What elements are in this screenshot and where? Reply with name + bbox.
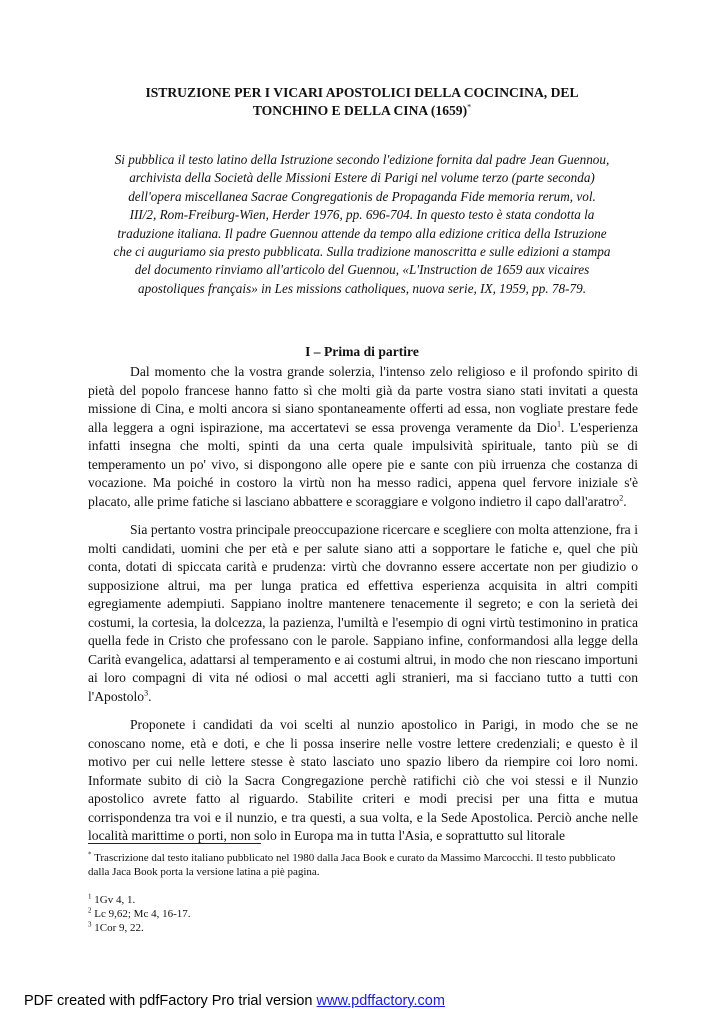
footnote-number: 1 xyxy=(88,892,92,901)
intro-line: apostoliques français» in Les missions catholiques, nuova serie, IX, 1959, pp. 78-79. xyxy=(138,280,586,296)
footnote-main xyxy=(88,851,638,879)
title-line-2: TONCHINO E DELLA CINA (1659) xyxy=(252,103,468,118)
footnote-ref: 3 xyxy=(144,687,149,697)
footnote-text: Lc 9,62; Mc 4, 16-17. xyxy=(94,908,191,920)
paragraph-text: Dal momento che la vostra grande solerzia, l'intenso zelo religioso e il profondo spirito di pietà del popolo francese hanno fatto sì che molti già da parte vostra siano stati invitati a questa missione di Cina, e molti ancora si siano spontaneamente offerti ad essa, non vogliate prestare fede alla leggera a ogni ispirazione, ma accertatevi se essa provenga veramente da Dio xyxy=(88,364,638,435)
pdffactory-link[interactable]: www.pdffactory.com xyxy=(316,993,445,1009)
intro-line: che ci auguriamo sia presto pubblicata. Sulla tradizione manoscritta e sulle edizioni a stampa xyxy=(113,244,611,260)
footnote-text: Trascrizione dal testo italiano pubblicato nel 1980 dalla Jaca Book e curato da Massimo Marcocchi. Il testo pubblicato dalla Jaca Book porta la versione latina a piè pagina. xyxy=(88,852,616,878)
paragraph-2 xyxy=(88,521,638,706)
footnote-ref: 1 xyxy=(556,418,561,428)
paragraph-text: Proponete i candidati da voi scelti al nunzio apostolico in Parigi, in modo che se ne conoscano nome, età e doti, e che li possa inserire nelle vostre lettere credenziali; e questo è il motivo per cui nelle lettere stesse è stato lasciato uno spazio libero da riempire coi loro nomi. Informate subito di ciò la Sacra Congregazione perchè ratifichi ciò che voi stessi e il Nunzio apostolico avrete fatto al riguardo. Stabilite criteri e modi precisi per una fitta e mutua corrispondenza tra voi e il nunzio, e tra questi, a sua volta, e la Sede Apostolica. Perciò anche nelle località marittime o porti, non solo in Europa ma in tutta l'Asia, e soprattutto sul litorale xyxy=(88,717,638,843)
banner-text: PDF created with pdfFactory Pro trial version xyxy=(24,993,317,1009)
paragraph-3 xyxy=(88,716,638,846)
intro-line: dell'opera miscellanea Sacrae Congregationis de Propaganda Fide memoria rerum, vol. xyxy=(128,188,596,204)
intro-line: III/2, Rom-Freiburg-Wien, Herder 1976, pp. 696-704. In questo testo è stata condotta la xyxy=(129,207,595,223)
intro-note xyxy=(80,151,644,298)
footnote-marker: * xyxy=(88,850,92,859)
footnote-ref: 2 xyxy=(619,492,624,502)
paragraph-text: . xyxy=(148,688,152,704)
intro-line: traduzione italiana. Il padre Guennou attende da tempo alla edizione critica della Istruzione xyxy=(117,225,607,241)
footnote-item xyxy=(88,921,638,935)
paragraph-text: . L'esperienza infatti insegna che molti, spinti da una certa quale impulsività spirituale, tanto più se di temperamento un po' vivo, si dispongono alle opere pie e sante con più irruenza che costanza di vocazione. Ma poiché in costoro la virtù non ha messo radici, appena quel fervore iniziale s'è placato, alle prime fatiche si lasciano abbattere e scoraggiare e volgono indietro il capo dall'aratro xyxy=(88,419,638,509)
document-title xyxy=(88,84,636,120)
intro-line: archivista della Società delle Missioni Estere di Parigi nel volume terzo (parte seconda) xyxy=(129,170,595,186)
footnote-item xyxy=(88,907,638,921)
footnote-text: 1Cor 9, 22. xyxy=(94,922,144,934)
title-line-1: ISTRUZIONE PER I VICARI APOSTOLICI DELLA COCINCINA, DEL xyxy=(145,85,579,100)
footnote-number: 3 xyxy=(88,920,92,929)
intro-line: Si pubblica il testo latino della Istruzione secondo l'edizione fornita dal padre Jean Guennou, xyxy=(114,152,610,167)
footnote-number: 2 xyxy=(88,906,92,915)
footnotes xyxy=(88,851,638,935)
footnote-item xyxy=(88,893,638,907)
paragraph-text: Sia pertanto vostra principale preoccupazione ricercare e scegliere con molta attenzione, fra i molti candidati, uomini che per età e per salute siano atti a sopportare le fatiche e, quel che più conta, dotati di spiccata carità e prudenza: virtù che dovranno essere accertate non per giudizio o supposizione altrui, ma per lunga pratica ed effettiva esperienza acquisita in altri compiti egregiamente adempiuti. Sappiano inoltre mantenere tenacemente il segreto; e con la serietà dei costumi, la cortesia, la dolcezza, la pazienza, l'umiltà e l'esempio di ogni virtù testimonino in pratica quella fede in Cristo che professano con le parole. Sappiano infine, conformandosi alla legge della Carità evangelica, adattarsi al temperamento e ai costumi altrui, in modo che non riescano importuni ai loro compagni di vita né odiosi o mal accetti agli stranieri, ma si facciano tutto a tutti con l'Apostolo xyxy=(88,522,638,704)
pdf-creator-banner xyxy=(24,993,445,1009)
section-heading: I – Prima di partire xyxy=(305,344,419,359)
footnote-text: 1Gv 4, 1. xyxy=(94,894,136,906)
footnote-divider xyxy=(88,843,261,844)
paragraph-1 xyxy=(88,363,638,511)
title-footnote-marker: * xyxy=(467,102,472,112)
body-text xyxy=(88,363,638,859)
paragraph-text: . xyxy=(623,493,627,509)
intro-line: del documento rinviamo all'articolo del Guennou, «L'Instruction de 1659 aux vicaires xyxy=(134,262,590,278)
